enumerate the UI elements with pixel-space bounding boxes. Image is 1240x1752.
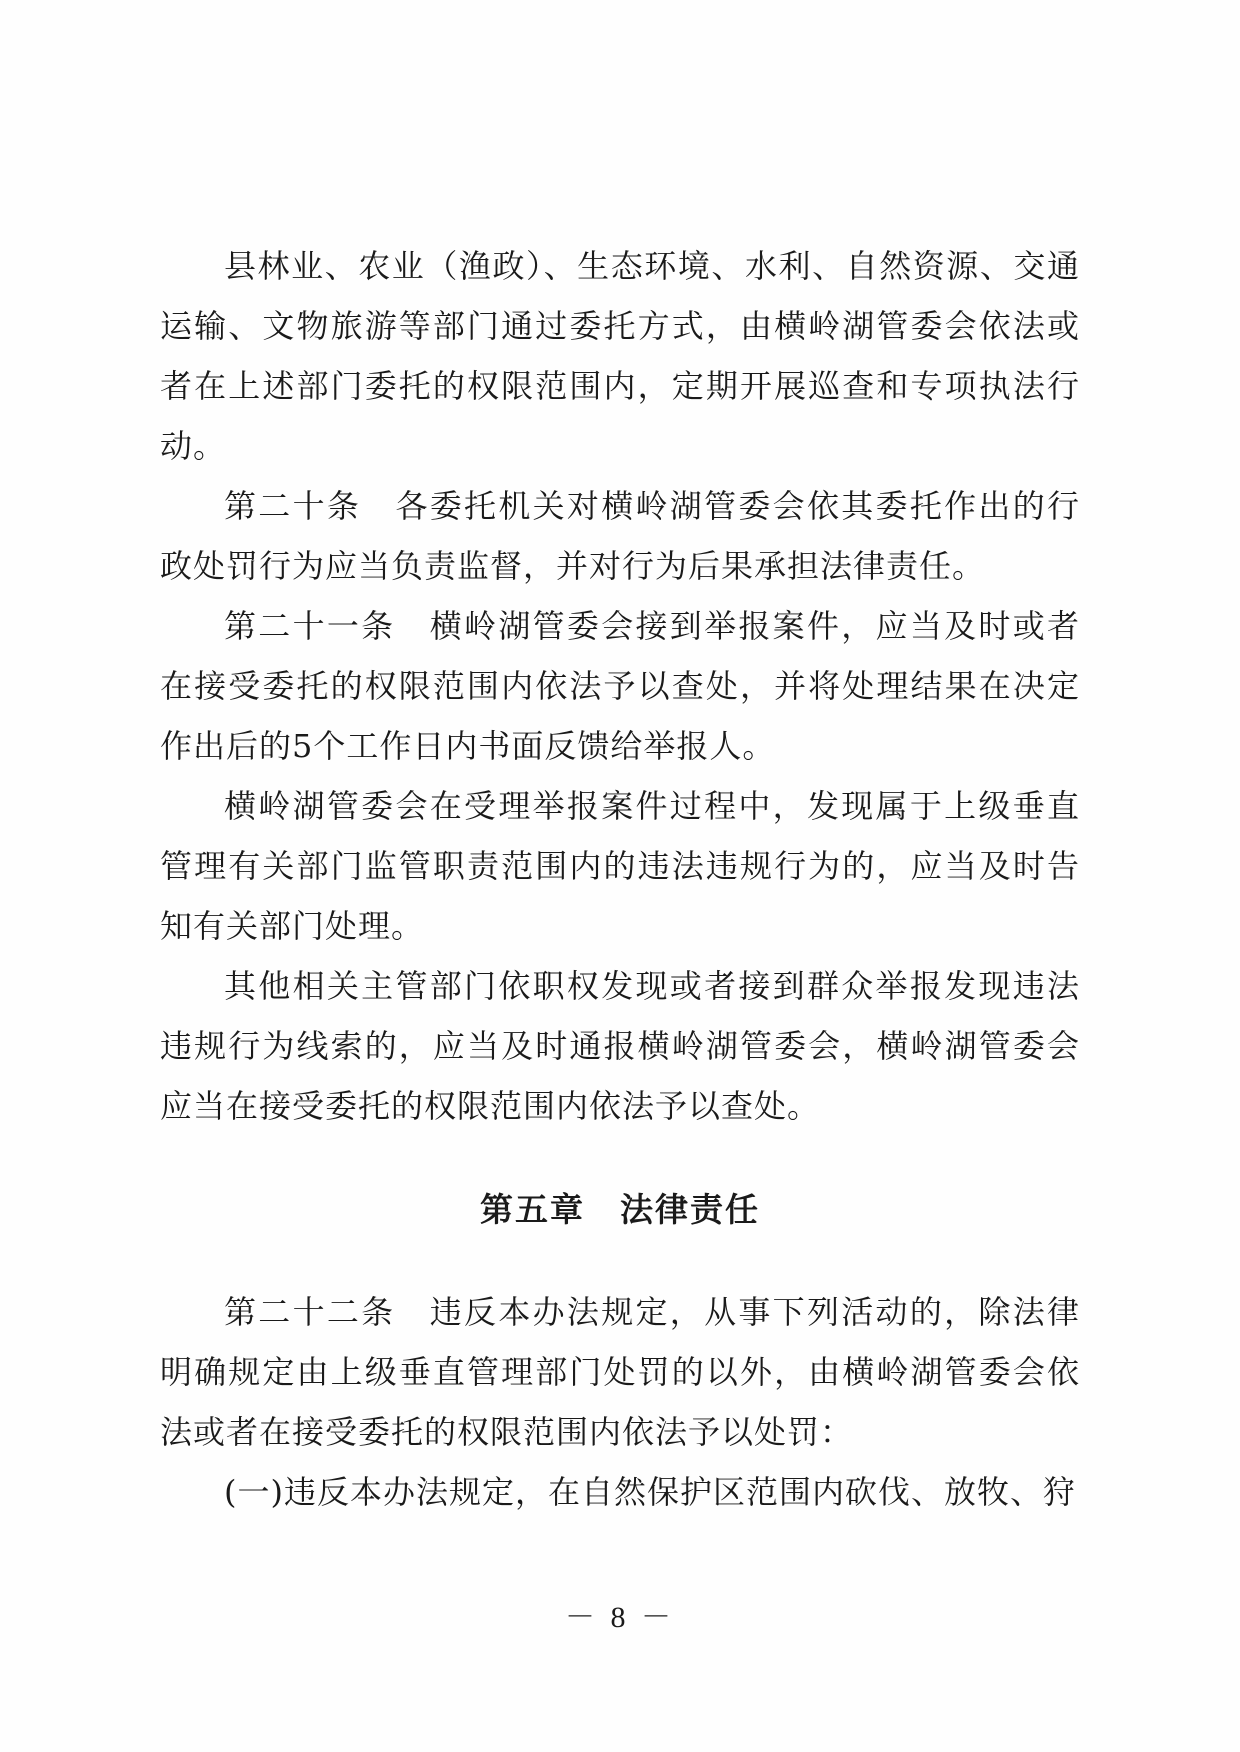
- paragraph-article-21: 第二十一条 横岭湖管委会接到举报案件，应当及时或者在接受委托的权限范围内依法予以查处，并将处理结果在决定作出后的5个工作日内书面反馈给举报人。: [160, 607, 1080, 765]
- page-number: － 8 －: [565, 1601, 675, 1634]
- paragraph-entrusted-departments: 县林业、农业（渔政）、生态环境、水利、自然资源、交通运输、文物旅游等部门通过委托方式，由横岭湖管委会依法或者在上述部门委托的权限范围内，定期开展巡查和专项执法行动。: [160, 247, 1080, 465]
- paragraph-item-1: (一)违反本办法规定，在自然保护区范围内砍伐、放牧、狩: [224, 1473, 1076, 1511]
- paragraph-article-20: 第二十条 各委托机关对横岭湖管委会依其委托作出的行政处罚行为应当负责监督，并对行为后果承担法律责任。: [160, 487, 1080, 585]
- paragraph-article-22: 第二十二条 违反本办法规定，从事下列活动的，除法律明确规定由上级垂直管理部门处罚的以外，由横岭湖管委会依法或者在接受委托的权限范围内依法予以处罚：: [160, 1293, 1080, 1451]
- document-body: [160, 236, 1080, 1522]
- chapter-heading: 第五章 法律责任: [480, 1190, 760, 1229]
- paragraph-other-departments: 其他相关主管部门依职权发现或者接到群众举报发现违法违规行为线索的，应当及时通报横岭湖管委会，横岭湖管委会应当在接受委托的权限范围内依法予以查处。: [160, 967, 1080, 1125]
- paragraph-report-handling: 横岭湖管委会在受理举报案件过程中，发现属于上级垂直管理有关部门监管职责范围内的违法违规行为的，应当及时告知有关部门处理。: [160, 787, 1080, 945]
